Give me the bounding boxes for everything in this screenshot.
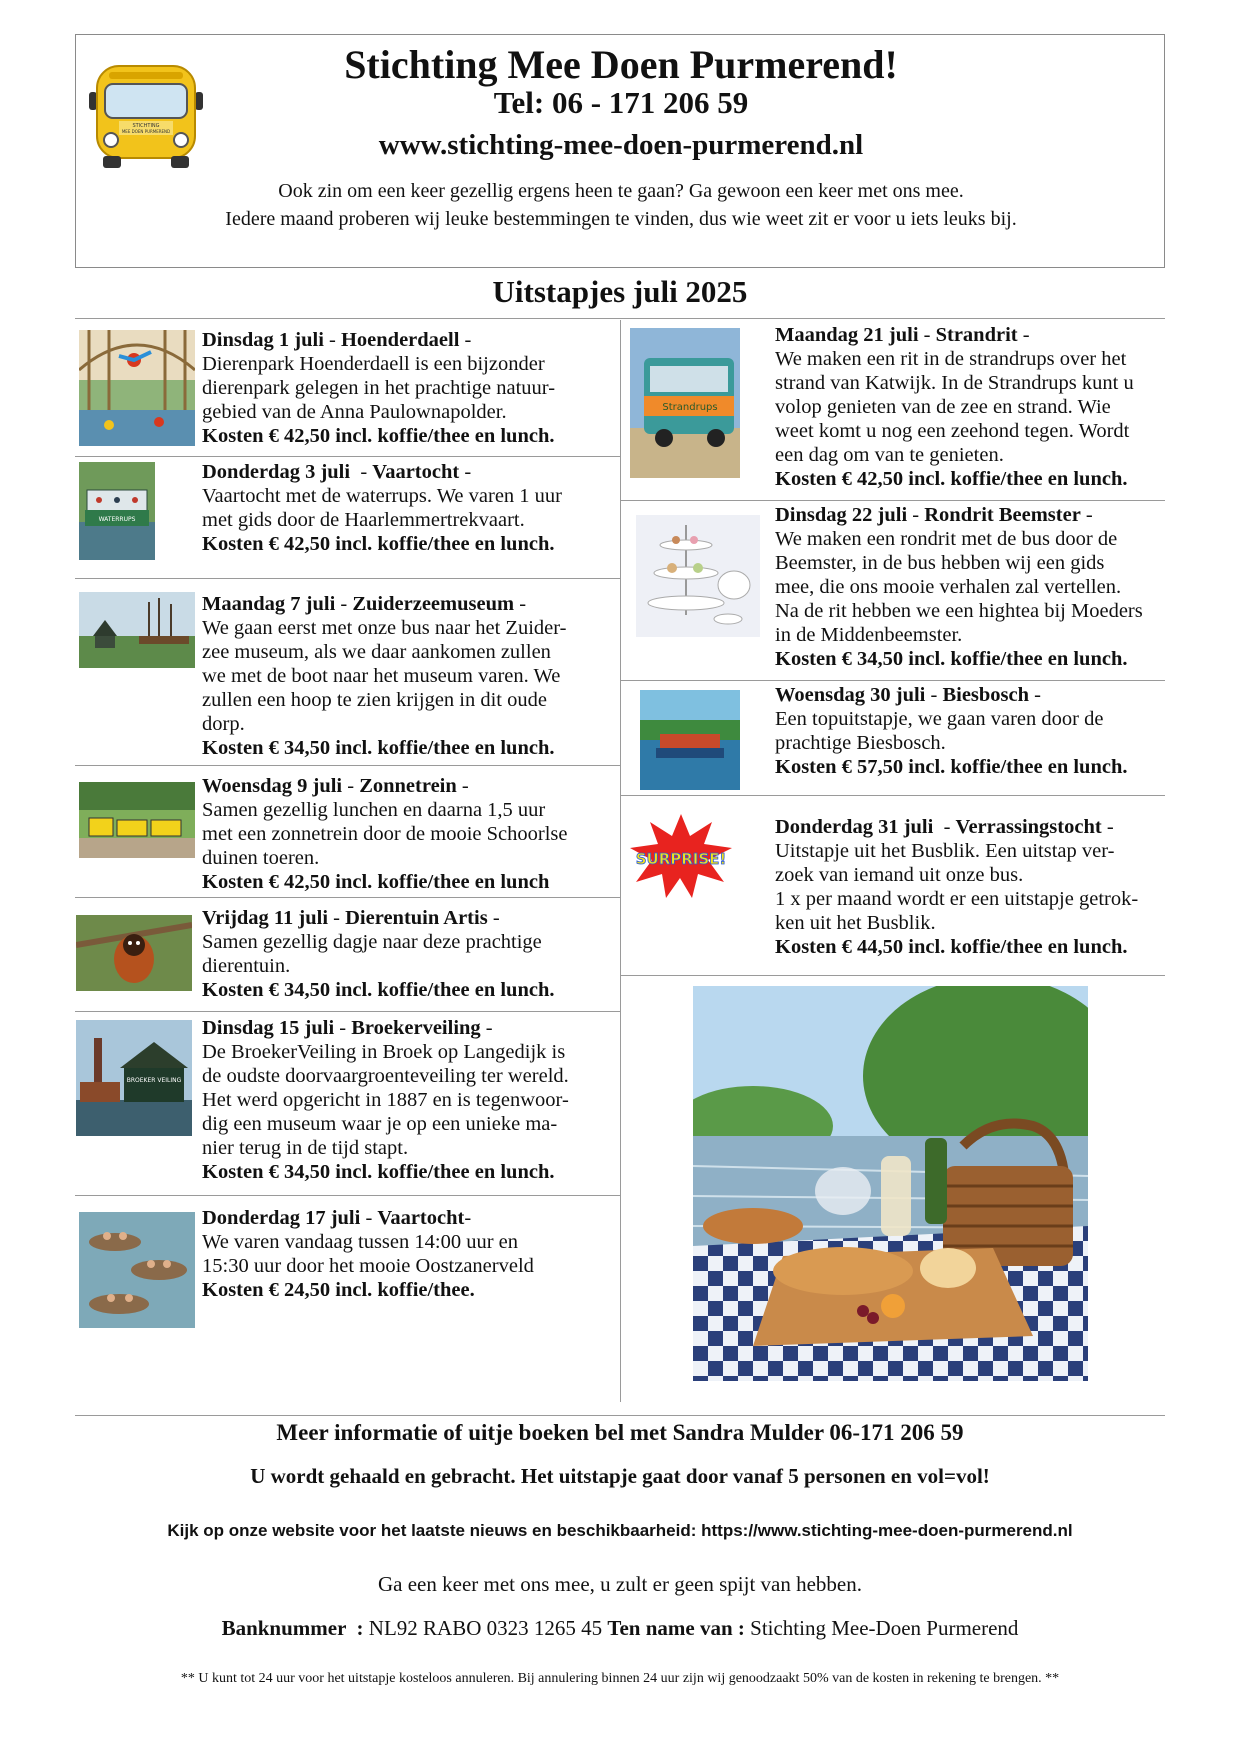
event-date: Woensdag 30 juli (775, 684, 926, 706)
event-name: Hoenderdaell (340, 329, 460, 351)
svg-text:MEE DOEN PURMEREND: MEE DOEN PURMEREND (121, 129, 171, 134)
row-divider (75, 765, 620, 766)
event-verrassingstocht: Donderdag 31 juli - Verrassingstocht - Uitstapje uit het Busblik. Een uitstap ver- zoek van iemand uit onze bus. 1 x per maand wordt er een uitstapje getrok- ken uit het Busblik. Kosten € 44,50 incl. koffie/thee en lunch. (775, 815, 1195, 959)
broekerveiling-photo (76, 1020, 192, 1136)
pickup-note: U wordt gehaald en gebracht. Het uitstapje gaat door vanaf 5 personen en vol=vol! (250, 1464, 990, 1488)
event-cost: Kosten € 34,50 incl. koffie/thee en lunch. (775, 648, 1128, 670)
org-phone: Tel: 06 - 171 206 59 (493, 85, 749, 120)
event-cost: Kosten € 42,50 incl. koffie/thee en lunch. (202, 533, 555, 555)
event-name: Vaartocht (377, 1207, 465, 1229)
website-note[interactable]: Kijk op onze website voor het laatste nieuws en beschikbaarheid: https://www.stichting-mee-doen-purmerend.nl (167, 1521, 1073, 1540)
event-artis: Vrijdag 11 juli - Dierentuin Artis - Samen gezellig dagje naar deze prachtige dierentuin. Kosten € 34,50 incl. koffie/thee en lunch. (202, 906, 617, 1002)
org-name: Stichting Mee Doen Purmerend! (344, 42, 898, 87)
event-date: Vrijdag 11 juli (202, 907, 329, 929)
zuiderzeemuseum-photo (79, 592, 195, 668)
event-cost: Kosten € 42,50 incl. koffie/thee en lunch (202, 871, 550, 893)
row-divider (75, 1011, 620, 1012)
waterrups-photo (79, 462, 155, 560)
event-vaartocht-17-juli: Donderdag 17 juli - Vaartocht- We varen vandaag tussen 14:00 uur en 15:30 uur door het mooie Oostzanerveld Kosten € 24,50 incl. koffie/thee. (202, 1206, 617, 1302)
event-cost: Kosten € 42,50 incl. koffie/thee en lunch. (202, 425, 555, 447)
event-name: Verrassingstocht (955, 816, 1102, 838)
bank-details: Banknummer : NL92 RABO 0323 1265 45 Ten name van : Stichting Mee-Doen Purmerend (221, 1616, 1019, 1640)
bank-label: Banknummer (221, 1616, 347, 1640)
artis-monkey-photo (76, 915, 192, 991)
closing-line: Ga een keer met ons mee, u zult er geen spijt van hebben. (378, 1572, 862, 1596)
intro-line-1: Ook zin om een keer gezellig ergens heen te gaan? Ga gewoon een keer met ons mee. (278, 180, 964, 202)
account-name: Stichting Mee-Doen Purmerend (744, 1616, 1019, 1640)
svg-text:BROEKER VEILING: BROEKER VEILING (126, 1077, 182, 1084)
contact-info: Meer informatie of uitje boeken bel met Sandra Mulder 06-171 206 59 (276, 1420, 964, 1445)
row-divider (75, 456, 620, 457)
cancellation-note: ** U kunt tot 24 uur voor het uitstapje kosteloos annuleren. Bij annulering binnen 24 uur zijn wij genoodzaakt 50% van de kosten in rekening te brengen. ** (180, 1671, 1060, 1686)
event-name: Vaartocht (372, 461, 460, 483)
event-name: Zuiderzeemuseum (352, 593, 515, 615)
event-rondrit-beemster: Dinsdag 22 juli - Rondrit Beemster - We maken een rondrit met de bus door de Beemster, in de bus hebben wij een gids mee, die ons mooie verhalen zal vertellen. Na de rit hebben we een hightea bij Moeders in de Middenbeemster. Kosten € 34,50 incl. koffie/thee en lunch. (775, 503, 1195, 671)
event-cost: Kosten € 57,50 incl. koffie/thee en lunch. (775, 756, 1128, 778)
biesbosch-photo (640, 690, 740, 790)
zonnetrein-photo (79, 782, 195, 858)
event-name: Biesbosch (942, 684, 1030, 706)
event-date: Woensdag 9 juli (202, 775, 343, 797)
event-date: Maandag 7 juli (202, 593, 336, 615)
row-divider (621, 680, 1165, 681)
title-divider (75, 318, 1165, 319)
event-cost: Kosten € 34,50 incl. koffie/thee en lunch. (202, 1161, 555, 1183)
oostzanerveld-boats-photo (79, 1212, 195, 1328)
hightea-photo (636, 515, 760, 637)
event-name: Zonnetrein (359, 775, 457, 797)
event-hoenderdaell: Dinsdag 1 juli - Hoenderdaell - Dierenpark Hoenderdaell is een bijzonder dierenpark gelegen in het prachtige natuur- gebied van de Anna Paulownapolder. Kosten € 42,50 incl. koffie/thee en lunch. (202, 328, 617, 448)
row-divider (75, 897, 620, 898)
page-title: Uitstapjes juli 2025 (492, 274, 748, 309)
event-date: Donderdag 17 juli (202, 1207, 361, 1229)
header-box (75, 34, 1165, 268)
row-divider (621, 795, 1165, 796)
hoenderdaell-photo (79, 330, 195, 446)
event-name: Rondrit Beemster (924, 504, 1081, 526)
event-date: Dinsdag 15 juli (202, 1017, 335, 1039)
event-zuiderzeemuseum: Maandag 7 juli - Zuiderzeemuseum - We gaan eerst met onze bus naar het Zuider- zee museum, als we daar aankomen zullen we met de boot naar het museum varen. We zullen een hoop te zien krijgen in dit oude dorp. Kosten € 34,50 incl. koffie/thee en lunch. (202, 592, 617, 760)
event-biesbosch: Woensdag 30 juli - Biesbosch - Een topuitstapje, we gaan varen door de prachtige Biesbosch. Kosten € 57,50 incl. koffie/thee en lunch. (775, 683, 1195, 779)
row-divider (621, 975, 1165, 976)
event-zonnetrein: Woensdag 9 juli - Zonnetrein - Samen gezellig lunchen en daarna 1,5 uur met een zonnetrein door de mooie Schoorlse duinen toeren. Kosten € 42,50 incl. koffie/thee en lunch (202, 774, 617, 894)
event-cost: Kosten € 34,50 incl. koffie/thee en lunch. (202, 979, 555, 1001)
svg-text:SURPRISE!: SURPRISE! (635, 850, 727, 868)
row-divider (621, 500, 1165, 501)
org-website[interactable]: www.stichting-mee-doen-purmerend.nl (378, 129, 864, 161)
event-name: Strandrit (935, 324, 1018, 346)
event-vaartocht-3-juli: Donderdag 3 juli - Vaartocht - Vaartocht met de waterrups. We varen 1 uur met gids door de Haarlemmertrekvaart. Kosten € 42,50 incl. koffie/thee en lunch. (202, 460, 617, 556)
row-divider (75, 1195, 620, 1196)
event-cost: Kosten € 44,50 incl. koffie/thee en lunch. (775, 936, 1128, 958)
footer-divider (75, 1415, 1165, 1416)
event-date: Donderdag 3 juli (202, 461, 351, 483)
event-name: Broekerveiling (351, 1017, 481, 1039)
event-date: Maandag 21 juli (775, 324, 919, 346)
surprise-icon (628, 812, 734, 900)
intro-line-2: Iedere maand proberen wij leuke bestemmingen te vinden, dus wie weet zit er voor u iets leuks bij. (225, 208, 1017, 230)
event-date: Dinsdag 1 juli (202, 329, 324, 351)
event-cost: Kosten € 42,50 incl. koffie/thee en lunch. (775, 468, 1128, 490)
event-cost: Kosten € 24,50 incl. koffie/thee. (202, 1279, 475, 1301)
event-date: Dinsdag 22 juli (775, 504, 908, 526)
event-name: Dierentuin Artis (345, 907, 488, 929)
column-divider (620, 320, 621, 1402)
event-broekerveiling: Dinsdag 15 juli - Broekerveiling - De BroekerVeiling in Broek op Langedijk is de oudste doorvaargroenteveiling ter wereld. Het werd opgericht in 1887 en is tegenwoor- dig een museum waar je op een unieke ma- nier terug in de tijd stapt. Kosten € 34,50 incl. koffie/thee en lunch. (202, 1016, 617, 1184)
event-cost: Kosten € 34,50 incl. koffie/thee en lunch. (202, 737, 555, 759)
event-date: Donderdag 31 juli (775, 816, 934, 838)
picnic-illustration (693, 986, 1088, 1381)
row-divider (75, 578, 620, 579)
svg-text:Strandrups: Strandrups (662, 402, 718, 413)
account-name-label: Ten name van : (607, 1616, 745, 1640)
bank-number: NL92 RABO 0323 1265 45 (368, 1616, 603, 1640)
svg-text:STICHTING: STICHTING (132, 123, 160, 129)
strandrups-photo (630, 328, 740, 478)
event-strandrit: Maandag 21 juli - Strandrit - We maken een rit in de strandrups over het strand van Katwijk. In de Strandrups kunt u volop genieten van de zee en strand. Wie weet komt u nog een zeehond tegen. Wordt een dag om van te genieten. Kosten € 42,50 incl. koffie/thee en lunch. (775, 323, 1195, 491)
svg-text:WATERRUPS: WATERRUPS (98, 516, 136, 523)
